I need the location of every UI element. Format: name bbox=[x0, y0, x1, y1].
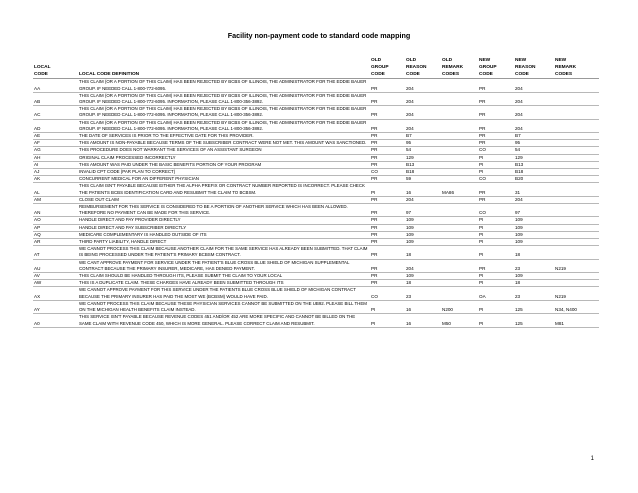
cell-new-group-code: PI bbox=[478, 314, 514, 327]
cell-new-reason-code: 204 bbox=[514, 79, 554, 92]
cell-local-code: AI bbox=[33, 161, 78, 168]
cell-new-reason-code: 204 bbox=[514, 92, 554, 105]
cell-new-reason-code: 18 bbox=[514, 280, 554, 287]
table-row bbox=[33, 169, 599, 176]
cell-new-reason-code: 97 bbox=[514, 204, 554, 217]
cell-local-code: AC bbox=[33, 106, 78, 119]
cell-new-group-code: PR bbox=[478, 106, 514, 119]
cell-old-reason-code: B13 bbox=[405, 161, 441, 168]
cell-new-remark-codes bbox=[554, 154, 599, 161]
cell-local-code: AV bbox=[33, 273, 78, 280]
table-row bbox=[33, 79, 599, 92]
cell-old-remark-codes bbox=[441, 204, 478, 217]
table-row bbox=[33, 287, 599, 300]
cell-new-group-code: PR bbox=[478, 259, 514, 272]
cell-local-code-definition: REIMBURSEMENT FOR THIS SERVICE IS CONSIDERED TO BE A PORTION OF ANOTHER SERVICE WHICH HAS BEEN ALLOWED. THEREFORE NO PAYMENT CAN BE MADE FOR THIS SERVICE. bbox=[78, 204, 370, 217]
cell-old-group-code: PR bbox=[370, 273, 405, 280]
cell-old-reason-code: 204 bbox=[405, 259, 441, 272]
cell-old-remark-codes: MA86 bbox=[441, 183, 478, 196]
cell-local-code-definition: THIS PROCEDURE DOES NOT WARRANT THE SERVICES OF AN ASSISTANT SURGEON bbox=[78, 147, 370, 154]
cell-local-code-definition: THIS CLAIM (OR A PORTION OF THIS CLAIM) HAS BEEN REJECTED BY BCBS OF ILLINOIS, THE ADMINISTRATOR FOR THE EDDIE BAUER GROUP. IF NEEDED CALL 1-800-772-6095. INFORMATION, PLEASE CALL 1-800-356-3892. bbox=[78, 92, 370, 105]
cell-new-group-code: PR bbox=[478, 119, 514, 132]
cell-new-remark-codes bbox=[554, 183, 599, 196]
cell-new-group-code: CO bbox=[478, 204, 514, 217]
cell-new-remark-codes bbox=[554, 119, 599, 132]
cell-old-remark-codes bbox=[441, 169, 478, 176]
cell-local-code: AO bbox=[33, 217, 78, 224]
cell-new-remark-codes bbox=[554, 224, 599, 231]
cell-old-remark-codes bbox=[441, 224, 478, 231]
cell-old-group-code: PR bbox=[370, 79, 405, 92]
cell-old-remark-codes bbox=[441, 196, 478, 203]
cell-old-remark-codes bbox=[441, 79, 478, 92]
cell-new-reason-code: B13 bbox=[514, 161, 554, 168]
cell-new-reason-code: 109 bbox=[514, 217, 554, 224]
cell-old-remark-codes bbox=[441, 92, 478, 105]
cell-old-reason-code: 109 bbox=[405, 239, 441, 246]
cell-new-remark-codes: N219 bbox=[554, 287, 599, 300]
cell-old-group-code: PR bbox=[370, 106, 405, 119]
cell-old-group-code: CO bbox=[370, 169, 405, 176]
table-row bbox=[33, 204, 599, 217]
cell-old-reason-code: 204 bbox=[405, 92, 441, 105]
cell-old-remark-codes bbox=[441, 280, 478, 287]
cell-old-group-code: PR bbox=[370, 140, 405, 147]
cell-local-code-definition: WE CANNOT PROCESS THIS CLAIM BECAUSE THESE PHYSICIAN SERVICES CANNOT BE SUBMITTED ON THE UB92. PLEASE BILL THEM ON THE MICHIGAN HEALTH BENEFITS CLAIM INSTEAD. bbox=[78, 300, 370, 313]
cell-old-remark-codes: N200 bbox=[441, 300, 478, 313]
cell-local-code: AW bbox=[33, 280, 78, 287]
cell-old-reason-code: 109 bbox=[405, 231, 441, 238]
cell-new-remark-codes bbox=[554, 246, 599, 259]
cell-old-group-code: PR bbox=[370, 147, 405, 154]
cell-old-group-code: PR bbox=[370, 217, 405, 224]
cell-local-code-definition: INVALID CPT CODE (PAR PLAN TO CORRECT) bbox=[78, 169, 370, 176]
cell-local-code: AB bbox=[33, 92, 78, 105]
cell-old-reason-code: 16 bbox=[405, 300, 441, 313]
cell-local-code: AK bbox=[33, 176, 78, 183]
cell-new-group-code: PI bbox=[478, 161, 514, 168]
cell-local-code: AL bbox=[33, 183, 78, 196]
cell-old-group-code: PR bbox=[370, 133, 405, 140]
cell-local-code: AH bbox=[33, 154, 78, 161]
cell-local-code: AX bbox=[33, 287, 78, 300]
cell-old-remark-codes bbox=[441, 246, 478, 259]
table-row bbox=[33, 259, 599, 272]
table-row bbox=[33, 239, 599, 246]
cell-new-group-code: PI bbox=[478, 154, 514, 161]
cell-local-code: A0 bbox=[33, 314, 78, 327]
cell-old-reason-code: 129 bbox=[405, 154, 441, 161]
cell-old-remark-codes bbox=[441, 106, 478, 119]
cell-new-remark-codes bbox=[554, 140, 599, 147]
cell-new-group-code: PR bbox=[478, 133, 514, 140]
header-old-reason-code: OLD REASON CODE bbox=[405, 58, 441, 79]
cell-old-remark-codes bbox=[441, 287, 478, 300]
cell-new-reason-code: 204 bbox=[514, 106, 554, 119]
cell-old-reason-code: 18 bbox=[405, 280, 441, 287]
table-row bbox=[33, 161, 599, 168]
cell-new-reason-code: 18 bbox=[514, 246, 554, 259]
table-row bbox=[33, 280, 599, 287]
cell-new-reason-code: 109 bbox=[514, 273, 554, 280]
cell-old-group-code: PR bbox=[370, 196, 405, 203]
cell-old-reason-code: 18 bbox=[405, 246, 441, 259]
cell-new-reason-code: 125 bbox=[514, 300, 554, 313]
table-header-row bbox=[33, 58, 599, 79]
table-row bbox=[33, 231, 599, 238]
cell-local-code: AM bbox=[33, 196, 78, 203]
cell-new-group-code: PI bbox=[478, 224, 514, 231]
cell-old-remark-codes bbox=[441, 217, 478, 224]
cell-old-remark-codes bbox=[441, 273, 478, 280]
header-new-group-code: NEW GROUP CODE bbox=[478, 58, 514, 79]
table-row bbox=[33, 106, 599, 119]
cell-new-reason-code: 109 bbox=[514, 224, 554, 231]
cell-old-reason-code: 16 bbox=[405, 314, 441, 327]
cell-old-group-code: CO bbox=[370, 287, 405, 300]
cell-local-code-definition: THIS CLAIM SHOULD BE HANDLED THROUGH ITS, PLEASE SUBMIT THE CLAIM TO YOUR LOCAL bbox=[78, 273, 370, 280]
cell-new-reason-code: 54 bbox=[514, 147, 554, 154]
cell-new-group-code: PI bbox=[478, 280, 514, 287]
cell-new-remark-codes bbox=[554, 239, 599, 246]
cell-new-remark-codes: N34, N400 bbox=[554, 300, 599, 313]
cell-new-remark-codes bbox=[554, 169, 599, 176]
cell-old-remark-codes bbox=[441, 133, 478, 140]
header-old-remark-codes: OLD REMARK CODES bbox=[441, 58, 478, 79]
cell-new-reason-code: 95 bbox=[514, 140, 554, 147]
header-new-remark-codes: NEW REMARK CODES bbox=[554, 58, 599, 79]
page-number: 1 bbox=[590, 456, 594, 462]
cell-new-reason-code: 109 bbox=[514, 231, 554, 238]
cell-local-code-definition: CONCURRENT MEDICAL FOR AN DIFFERENT PHYSICIAN bbox=[78, 176, 370, 183]
cell-old-group-code: PR bbox=[370, 92, 405, 105]
document-title: Facility non-payment code to standard code mapping bbox=[227, 31, 411, 40]
table-row bbox=[33, 224, 599, 231]
cell-old-remark-codes: M50 bbox=[441, 314, 478, 327]
cell-old-reason-code: 109 bbox=[405, 273, 441, 280]
cell-local-code: AU bbox=[33, 259, 78, 272]
table-row bbox=[33, 183, 599, 196]
cell-new-remark-codes: N219 bbox=[554, 259, 599, 272]
cell-local-code-definition: THIS CLAIM (OR A PORTION OF THIS CLAIM) HAS BEEN REJECTED BY BCBS OF ILLINOIS, THE ADMINISTRATOR FOR THE EDDIE BAUER GROUP. IF NEEDED CALL 1-800-772-6095. INFORMATION, PLEASE CALL 1-800-356-3892. bbox=[78, 106, 370, 119]
cell-local-code-definition: THIS AMOUNT WAS PAID UNDER THE BASIC BENEFITS PORTION OF YOUR PROGRAM bbox=[78, 161, 370, 168]
cell-new-remark-codes bbox=[554, 273, 599, 280]
cell-old-group-code: PR bbox=[370, 280, 405, 287]
table-row bbox=[33, 92, 599, 105]
cell-new-remark-codes bbox=[554, 92, 599, 105]
cell-old-group-code: PR bbox=[370, 176, 405, 183]
cell-old-reason-code: 109 bbox=[405, 224, 441, 231]
cell-new-group-code: PR bbox=[478, 196, 514, 203]
cell-old-reason-code: 204 bbox=[405, 196, 441, 203]
cell-old-remark-codes bbox=[441, 161, 478, 168]
table-row bbox=[33, 119, 599, 132]
table-row bbox=[33, 246, 599, 259]
cell-new-reason-code: 125 bbox=[514, 314, 554, 327]
cell-local-code-definition: THIS CLAIM (OR A PORTION OF THIS CLAIM) HAS BEEN REJECTED BY BCBS OF ILLINOIS, THE ADMINISTRATOR FOR THE EDDIE BAUER GROUP. IF NEEDED CALL 1-800-772-6095. INFORMATION, PLEASE CALL 1-800-356-3892. bbox=[78, 119, 370, 132]
cell-old-reason-code: 204 bbox=[405, 119, 441, 132]
cell-old-reason-code: 16 bbox=[405, 183, 441, 196]
cell-new-remark-codes bbox=[554, 106, 599, 119]
cell-old-reason-code: 97 bbox=[405, 204, 441, 217]
cell-new-reason-code: B18 bbox=[514, 169, 554, 176]
header-new-reason-code: NEW REASON CODE bbox=[514, 58, 554, 79]
cell-local-code-definition: WE CANT APPROVE PAYMENT FOR SERVICE UNDER THE PATIENT'S BLUE CROSS BLUE SHIELD OF MICHIGAN SUPPLEMENTAL CONTRACT BECAUSE THE PRIMARY INSURER, MEDICARE, HAS DENIED PAYMENT. bbox=[78, 259, 370, 272]
cell-new-remark-codes bbox=[554, 147, 599, 154]
cell-local-code-definition: THIS IS A DUPLICATE CLAIM. THESE CHARGES HAVE ALREADY BEEN SUBMITTED THROUGH ITS bbox=[78, 280, 370, 287]
cell-old-remark-codes bbox=[441, 239, 478, 246]
table-row bbox=[33, 314, 599, 327]
cell-local-code: AF bbox=[33, 140, 78, 147]
cell-local-code-definition: THE DATE OF SERVICES IS PRIOR TO THE EFFECTIVE DATE FOR THIS PROVIDER. bbox=[78, 133, 370, 140]
table-row bbox=[33, 273, 599, 280]
cell-new-group-code: OA bbox=[478, 287, 514, 300]
table-row bbox=[33, 133, 599, 140]
cell-old-reason-code: 54 bbox=[405, 147, 441, 154]
table-row bbox=[33, 154, 599, 161]
cell-old-reason-code: 59 bbox=[405, 176, 441, 183]
cell-old-remark-codes bbox=[441, 147, 478, 154]
cell-local-code: AN bbox=[33, 204, 78, 217]
cell-local-code-definition: THIRD PARTY LIABILITY, HANDLE DIRECT bbox=[78, 239, 370, 246]
cell-local-code: AJ bbox=[33, 169, 78, 176]
cell-old-remark-codes bbox=[441, 119, 478, 132]
cell-local-code-definition: MEDICARE COMPLEMENTARY IS HANDLED OUTSIDE OF ITS bbox=[78, 231, 370, 238]
cell-new-group-code: PR bbox=[478, 183, 514, 196]
cell-new-group-code: CO bbox=[478, 176, 514, 183]
cell-new-reason-code: B20 bbox=[514, 176, 554, 183]
cell-old-group-code: PR bbox=[370, 119, 405, 132]
cell-new-group-code: PR bbox=[478, 79, 514, 92]
table-row bbox=[33, 147, 599, 154]
table-row bbox=[33, 176, 599, 183]
cell-new-reason-code: 23 bbox=[514, 259, 554, 272]
cell-old-reason-code: B18 bbox=[405, 169, 441, 176]
cell-new-remark-codes: M81 bbox=[554, 314, 599, 327]
table-row bbox=[33, 300, 599, 313]
cell-old-reason-code: 204 bbox=[405, 106, 441, 119]
cell-new-group-code: PI bbox=[478, 246, 514, 259]
cell-old-remark-codes bbox=[441, 259, 478, 272]
cell-local-code: AE bbox=[33, 133, 78, 140]
cell-old-group-code: PR bbox=[370, 224, 405, 231]
cell-old-reason-code: 95 bbox=[405, 140, 441, 147]
cell-new-remark-codes bbox=[554, 176, 599, 183]
cell-new-group-code: PI bbox=[478, 300, 514, 313]
cell-old-group-code: PI bbox=[370, 183, 405, 196]
cell-old-group-code: PR bbox=[370, 239, 405, 246]
cell-new-remark-codes bbox=[554, 196, 599, 203]
cell-new-remark-codes bbox=[554, 204, 599, 217]
cell-new-remark-codes bbox=[554, 133, 599, 140]
cell-old-reason-code: B7 bbox=[405, 133, 441, 140]
cell-new-remark-codes bbox=[554, 217, 599, 224]
table-row bbox=[33, 217, 599, 224]
cell-old-remark-codes bbox=[441, 154, 478, 161]
cell-old-group-code: PR bbox=[370, 231, 405, 238]
cell-old-group-code: PI bbox=[370, 314, 405, 327]
cell-local-code-definition: HANDLE DIRECT AND PAY SUBSCRIBER DIRECTLY bbox=[78, 224, 370, 231]
cell-new-reason-code: 23 bbox=[514, 287, 554, 300]
cell-new-remark-codes bbox=[554, 280, 599, 287]
table-row bbox=[33, 196, 599, 203]
cell-old-reason-code: 109 bbox=[405, 217, 441, 224]
cell-local-code: AP bbox=[33, 224, 78, 231]
cell-local-code: AG bbox=[33, 147, 78, 154]
cell-local-code: AY bbox=[33, 300, 78, 313]
cell-new-group-code: PI bbox=[478, 217, 514, 224]
cell-old-group-code: PI bbox=[370, 300, 405, 313]
cell-new-group-code: PR bbox=[478, 140, 514, 147]
cell-local-code-definition: WE CANNOT PROCESS THIS CLAIM BECAUSE ANOTHER CLAIM FOR THE SAME SERVICE HAS ALREADY BEEN SUBMITTED. THAT CLAIM IS BEING PROCESSED UNDER THE PATIENT'S PRIMARY BCBSM CONTRACT. bbox=[78, 246, 370, 259]
cell-old-reason-code: 204 bbox=[405, 79, 441, 92]
cell-new-reason-code: 109 bbox=[514, 239, 554, 246]
header-old-group-code: OLD GROUP CODE bbox=[370, 58, 405, 79]
cell-new-reason-code: 31 bbox=[514, 183, 554, 196]
cell-local-code-definition: WE CANNOT APPROVE PAYMENT FOR THIS SERVICE UNDER THE PATIENTS BLUE CROSS BLUE SHIELD OF MICHIGAN CONTRACT BECAUSE THE PRIMARY INSURER HAS PAID THE MOST WE (BCBSM) WOULD HAVE PAID. bbox=[78, 287, 370, 300]
cell-old-remark-codes bbox=[441, 176, 478, 183]
cell-new-group-code: PR bbox=[478, 92, 514, 105]
cell-old-group-code: PR bbox=[370, 204, 405, 217]
cell-local-code-definition: ORIGINAL CLAIM PROCESSED INCORRECTLY bbox=[78, 154, 370, 161]
cell-local-code: AR bbox=[33, 239, 78, 246]
code-mapping-table bbox=[33, 58, 599, 328]
cell-old-reason-code: 23 bbox=[405, 287, 441, 300]
cell-old-group-code: PR bbox=[370, 154, 405, 161]
cell-old-remark-codes bbox=[441, 140, 478, 147]
cell-new-remark-codes bbox=[554, 79, 599, 92]
cell-old-remark-codes bbox=[441, 231, 478, 238]
cell-local-code-definition: THIS CLAIM ISN'T PAYABLE BECAUSE EITHER THE ALPHA PREFIX OR CONTRACT NUMBER REPORTED IS INCORRECT. PLEASE CHECK THE PATIENTS BCBS IDENTIFICATION CARD AND RESUBMIT THE CLAIM TO BCBSM. bbox=[78, 183, 370, 196]
cell-new-group-code: CO bbox=[478, 147, 514, 154]
cell-local-code-definition: HANDLE DIRECT AND PAY PROVIDER DIRECTLY bbox=[78, 217, 370, 224]
cell-old-group-code: PR bbox=[370, 246, 405, 259]
cell-local-code-definition: THIS SERVICE ISN'T PAYABLE BECAUSE REVENUE CODES 451 AND/OR 452 ARE MORE SPECIFIC AND CANNOT BE BILLED ON THE SAME CLAIM WITH REVENUE CODE 450, WHICH IS MORE GENERAL. PLEASE CORRECT CLAIM AND RESUBMIT. bbox=[78, 314, 370, 327]
cell-local-code: AA bbox=[33, 79, 78, 92]
cell-new-group-code: PI bbox=[478, 169, 514, 176]
table-row bbox=[33, 140, 599, 147]
cell-new-group-code: PI bbox=[478, 231, 514, 238]
cell-new-reason-code: 204 bbox=[514, 119, 554, 132]
header-local-code: LOCAL CODE bbox=[33, 58, 78, 79]
cell-local-code-definition: THIS AMOUNT IS NON-PAYABLE BECAUSE TERMS OF THE SUBSCRIBER CONTRACT WERE NOT MET. THIS AMOUNT WAS SANCTIONED. bbox=[78, 140, 370, 147]
cell-local-code: AQ bbox=[33, 231, 78, 238]
cell-local-code-definition: CLOSE OUT CLAIM bbox=[78, 196, 370, 203]
cell-new-reason-code: 129 bbox=[514, 154, 554, 161]
cell-new-remark-codes bbox=[554, 161, 599, 168]
cell-local-code: AD bbox=[33, 119, 78, 132]
cell-old-group-code: PR bbox=[370, 161, 405, 168]
header-local-code-definition: LOCAL CODE DEFINITION bbox=[78, 58, 370, 79]
cell-local-code-definition: THIS CLAIM (OR A PORTION OF THIS CLAIM) HAS BEEN REJECTED BY BCBS OF ILLINOIS, THE ADMINISTRATOR FOR THE EDDIE BAUER GROUP. IF NEEDED CALL 1-800-772-6095. bbox=[78, 79, 370, 92]
cell-new-group-code: PI bbox=[478, 273, 514, 280]
cell-local-code: AT bbox=[33, 246, 78, 259]
cell-old-group-code: PR bbox=[370, 259, 405, 272]
cell-new-reason-code: 204 bbox=[514, 196, 554, 203]
cell-new-reason-code: B7 bbox=[514, 133, 554, 140]
cell-new-remark-codes bbox=[554, 231, 599, 238]
cell-new-group-code: PI bbox=[478, 239, 514, 246]
